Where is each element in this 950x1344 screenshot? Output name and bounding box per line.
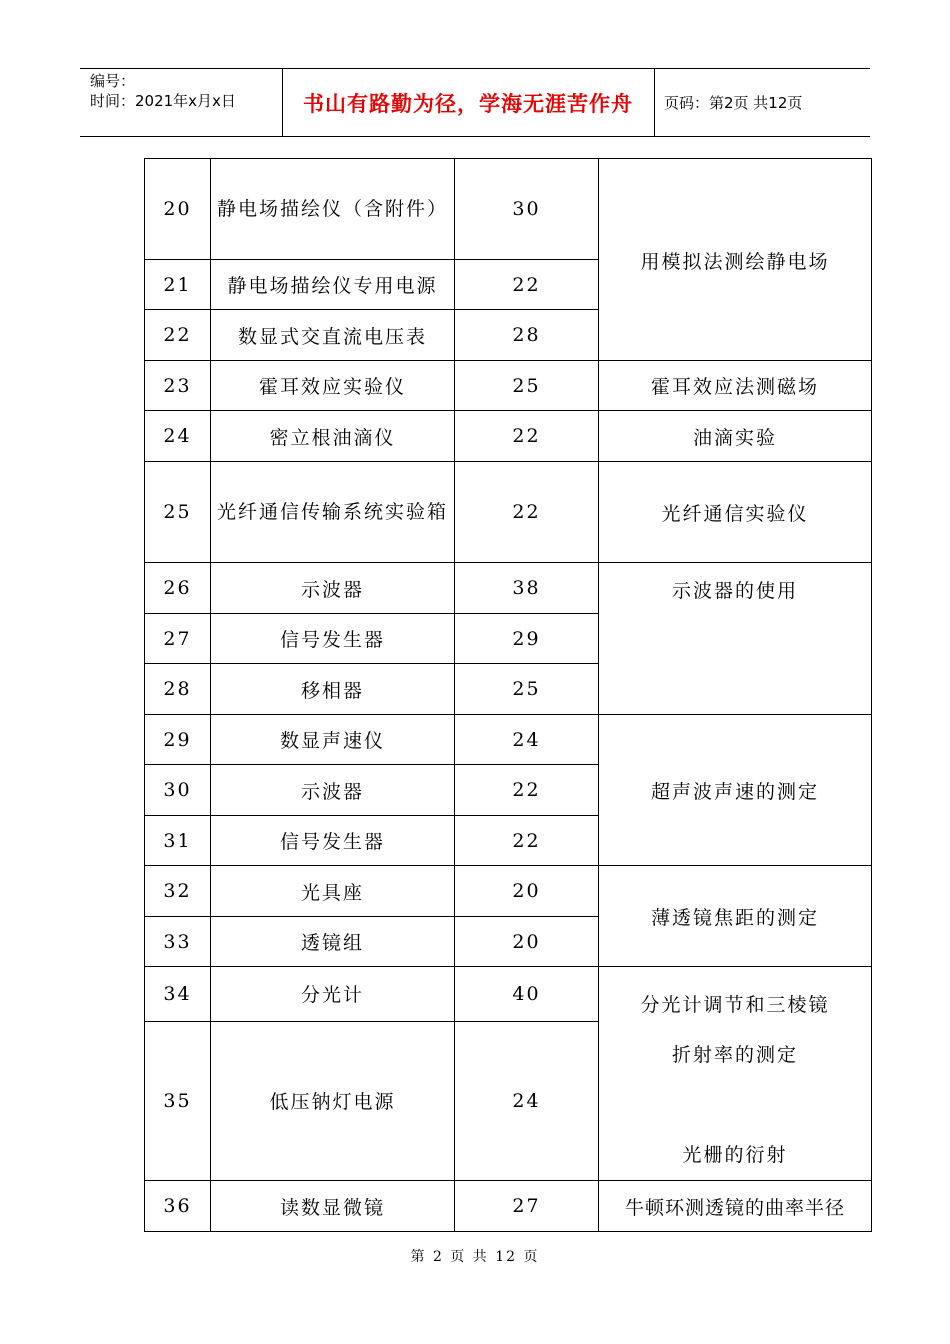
row-number: 21 xyxy=(145,260,211,310)
table-row xyxy=(145,563,872,614)
header-divider-right xyxy=(654,69,655,136)
equipment-quantity: 22 xyxy=(455,816,599,866)
page-header xyxy=(80,68,870,137)
row-number: 22 xyxy=(145,310,211,361)
equipment-name: 数显式交直流电压表 xyxy=(211,310,455,361)
experiment-name: 薄透镜焦距的测定 xyxy=(599,866,872,967)
row-number: 32 xyxy=(145,866,211,917)
equipment-quantity: 20 xyxy=(455,866,599,917)
equipment-name: 密立根油滴仪 xyxy=(211,411,455,462)
row-number: 33 xyxy=(145,917,211,967)
serial-label: 编号： xyxy=(90,72,136,90)
table-row xyxy=(145,361,872,411)
row-number: 23 xyxy=(145,361,211,411)
experiment-name-multiline xyxy=(599,967,872,1181)
row-number: 31 xyxy=(145,816,211,866)
row-number: 20 xyxy=(145,159,211,260)
equipment-quantity: 22 xyxy=(455,765,599,816)
row-number: 36 xyxy=(145,1181,211,1232)
equipment-name: 低压钠灯电源 xyxy=(211,1021,455,1180)
equipment-quantity: 30 xyxy=(455,159,599,260)
table-row xyxy=(145,411,872,462)
equipment-quantity: 20 xyxy=(455,917,599,967)
row-number: 27 xyxy=(145,614,211,664)
equipment-quantity: 27 xyxy=(455,1181,599,1232)
blank-line xyxy=(605,1080,865,1130)
equipment-quantity: 29 xyxy=(455,614,599,664)
equipment-name: 静电场描绘仪（含附件） xyxy=(211,159,455,260)
equipment-quantity: 22 xyxy=(455,411,599,462)
row-number: 29 xyxy=(145,715,211,765)
experiment-name: 用模拟法测绘静电场 xyxy=(599,159,872,361)
equipment-name: 透镜组 xyxy=(211,917,455,967)
equipment-name: 示波器 xyxy=(211,765,455,816)
equipment-quantity: 25 xyxy=(455,361,599,411)
equipment-quantity: 38 xyxy=(455,563,599,614)
experiment-name: 油滴实验 xyxy=(599,411,872,462)
row-number: 25 xyxy=(145,462,211,563)
header-motto: 书山有路勤为径，学海无涯苦作舟 xyxy=(303,91,633,116)
table-row xyxy=(145,715,872,765)
page-footer: 第 2 页 共 12 页 xyxy=(410,1249,540,1265)
equipment-quantity: 25 xyxy=(455,664,599,715)
table-row xyxy=(145,967,872,1022)
equipment-quantity: 22 xyxy=(455,260,599,310)
table-row xyxy=(145,866,872,917)
equipment-name: 读数显微镜 xyxy=(211,1181,455,1232)
equipment-name: 信号发生器 xyxy=(211,614,455,664)
equipment-name: 霍耳效应实验仪 xyxy=(211,361,455,411)
row-number: 35 xyxy=(145,1021,211,1180)
experiment-name: 霍耳效应法测磁场 xyxy=(599,361,872,411)
experiment-name: 超声波声速的测定 xyxy=(599,715,872,866)
row-number: 30 xyxy=(145,765,211,816)
experiment-name: 牛顿环测透镜的曲率半径 xyxy=(599,1181,872,1232)
table-row xyxy=(145,159,872,260)
row-number: 26 xyxy=(145,563,211,614)
equipment-quantity: 24 xyxy=(455,1021,599,1180)
equipment-name: 光具座 xyxy=(211,866,455,917)
equipment-quantity: 24 xyxy=(455,715,599,765)
experiment-name: 光纤通信实验仪 xyxy=(599,462,872,563)
equipment-name: 静电场描绘仪专用电源 xyxy=(211,260,455,310)
equipment-quantity: 40 xyxy=(455,967,599,1022)
row-number: 24 xyxy=(145,411,211,462)
experiment-line: 分光计调节和三棱镜 xyxy=(640,994,830,1016)
equipment-name: 移相器 xyxy=(211,664,455,715)
equipment-name: 光纤通信传输系统实验箱 xyxy=(211,462,455,563)
table-row xyxy=(145,462,872,563)
page-code: 页码：第2页 共12页 xyxy=(664,94,803,112)
table-row xyxy=(145,1181,872,1232)
equipment-name: 示波器 xyxy=(211,563,455,614)
experiment-line: 光栅的衍射 xyxy=(682,1144,788,1166)
row-number: 34 xyxy=(145,967,211,1022)
equipment-name: 分光计 xyxy=(211,967,455,1022)
experiment-line: 折射率的测定 xyxy=(671,1044,798,1066)
row-number: 28 xyxy=(145,664,211,715)
equipment-name: 数显声速仪 xyxy=(211,715,455,765)
equipment-name: 信号发生器 xyxy=(211,816,455,866)
equipment-table xyxy=(144,158,872,1232)
date-text: 时间：2021年x月x日 xyxy=(90,92,236,110)
equipment-quantity: 28 xyxy=(455,310,599,361)
experiment-name: 示波器的使用 xyxy=(599,563,872,715)
equipment-quantity: 22 xyxy=(455,462,599,563)
